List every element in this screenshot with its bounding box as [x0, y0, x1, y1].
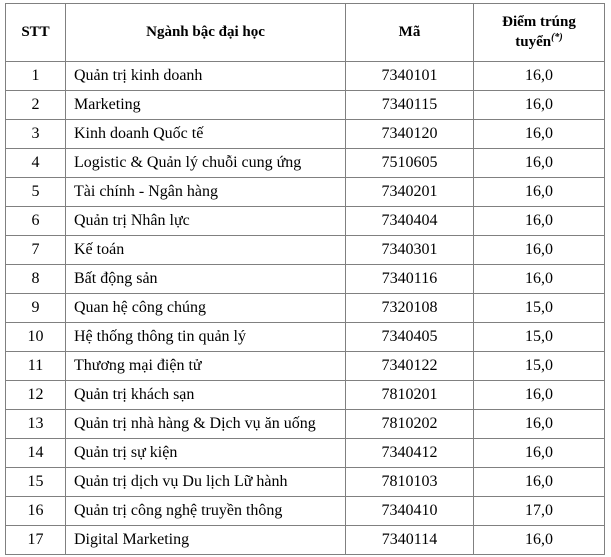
stt-cell: 7 — [6, 236, 66, 265]
code-cell: 7810201 — [346, 381, 474, 410]
major-cell: Quản trị công nghệ truyền thông — [66, 497, 346, 526]
score-cell: 15,0 — [474, 294, 605, 323]
score-cell: 16,0 — [474, 381, 605, 410]
stt-cell: 16 — [6, 497, 66, 526]
table-row — [6, 294, 605, 323]
code-cell: 7340120 — [346, 120, 474, 149]
score-cell: 16,0 — [474, 149, 605, 178]
score-cell: 16,0 — [474, 178, 605, 207]
major-cell: Thương mại điện tử — [66, 352, 346, 381]
score-cell: 15,0 — [474, 352, 605, 381]
code-cell: 7320108 — [346, 294, 474, 323]
table-row — [6, 120, 605, 149]
code-cell: 7340404 — [346, 207, 474, 236]
major-cell: Marketing — [66, 91, 346, 120]
major-cell: Quản trị sự kiện — [66, 439, 346, 468]
score-cell: 16,0 — [474, 62, 605, 91]
table-row — [6, 323, 605, 352]
score-cell: 16,0 — [474, 265, 605, 294]
col-header-stt: STT — [6, 4, 66, 62]
table-row — [6, 526, 605, 555]
stt-cell: 13 — [6, 410, 66, 439]
major-cell: Quản trị dịch vụ Du lịch Lữ hành — [66, 468, 346, 497]
score-cell: 16,0 — [474, 120, 605, 149]
code-cell: 7340122 — [346, 352, 474, 381]
score-cell: 16,0 — [474, 410, 605, 439]
major-cell: Hệ thống thông tin quản lý — [66, 323, 346, 352]
header-row — [6, 4, 605, 62]
table-row — [6, 265, 605, 294]
score-cell: 16,0 — [474, 207, 605, 236]
table-row — [6, 352, 605, 381]
col-header-score-footnote-mark: (*) — [551, 31, 563, 43]
code-cell: 7510605 — [346, 149, 474, 178]
major-cell: Quản trị Nhân lực — [66, 207, 346, 236]
major-cell: Quản trị kinh doanh — [66, 62, 346, 91]
score-cell: 16,0 — [474, 439, 605, 468]
table-row — [6, 410, 605, 439]
table-row — [6, 236, 605, 265]
stt-cell: 10 — [6, 323, 66, 352]
admission-score-table — [5, 3, 605, 555]
major-cell: Logistic & Quản lý chuỗi cung ứng — [66, 149, 346, 178]
major-cell: Digital Marketing — [66, 526, 346, 555]
col-header-score-label: Điểm trúng tuyển — [502, 14, 576, 50]
table-row — [6, 149, 605, 178]
code-cell: 7340405 — [346, 323, 474, 352]
stt-cell: 9 — [6, 294, 66, 323]
col-header-score — [474, 4, 605, 62]
score-cell: 16,0 — [474, 91, 605, 120]
code-cell: 7340116 — [346, 265, 474, 294]
stt-cell: 14 — [6, 439, 66, 468]
table-row — [6, 497, 605, 526]
table-row — [6, 468, 605, 497]
stt-cell: 3 — [6, 120, 66, 149]
code-cell: 7340114 — [346, 526, 474, 555]
col-header-code: Mã — [346, 4, 474, 62]
major-cell: Quản trị nhà hàng & Dịch vụ ăn uống — [66, 410, 346, 439]
major-cell: Quan hệ công chúng — [66, 294, 346, 323]
stt-cell: 11 — [6, 352, 66, 381]
code-cell: 7340201 — [346, 178, 474, 207]
code-cell: 7810202 — [346, 410, 474, 439]
table-header — [6, 4, 605, 62]
table-row — [6, 91, 605, 120]
major-cell: Kế toán — [66, 236, 346, 265]
major-cell: Kinh doanh Quốc tế — [66, 120, 346, 149]
score-cell: 16,0 — [474, 526, 605, 555]
code-cell: 7340412 — [346, 439, 474, 468]
stt-cell: 5 — [6, 178, 66, 207]
stt-cell: 17 — [6, 526, 66, 555]
code-cell: 7810103 — [346, 468, 474, 497]
table-row — [6, 381, 605, 410]
col-header-major: Ngành bậc đại học — [66, 4, 346, 62]
stt-cell: 2 — [6, 91, 66, 120]
code-cell: 7340115 — [346, 91, 474, 120]
stt-cell: 4 — [6, 149, 66, 178]
stt-cell: 8 — [6, 265, 66, 294]
table-row — [6, 207, 605, 236]
score-cell: 17,0 — [474, 497, 605, 526]
code-cell: 7340101 — [346, 62, 474, 91]
stt-cell: 12 — [6, 381, 66, 410]
code-cell: 7340301 — [346, 236, 474, 265]
table-row — [6, 439, 605, 468]
score-cell: 16,0 — [474, 468, 605, 497]
major-cell: Tài chính - Ngân hàng — [66, 178, 346, 207]
code-cell: 7340410 — [346, 497, 474, 526]
stt-cell: 15 — [6, 468, 66, 497]
score-cell: 16,0 — [474, 236, 605, 265]
table-row — [6, 178, 605, 207]
major-cell: Quản trị khách sạn — [66, 381, 346, 410]
stt-cell: 1 — [6, 62, 66, 91]
score-cell: 15,0 — [474, 323, 605, 352]
stt-cell: 6 — [6, 207, 66, 236]
table-row — [6, 62, 605, 91]
major-cell: Bất động sản — [66, 265, 346, 294]
table-body — [6, 62, 605, 555]
